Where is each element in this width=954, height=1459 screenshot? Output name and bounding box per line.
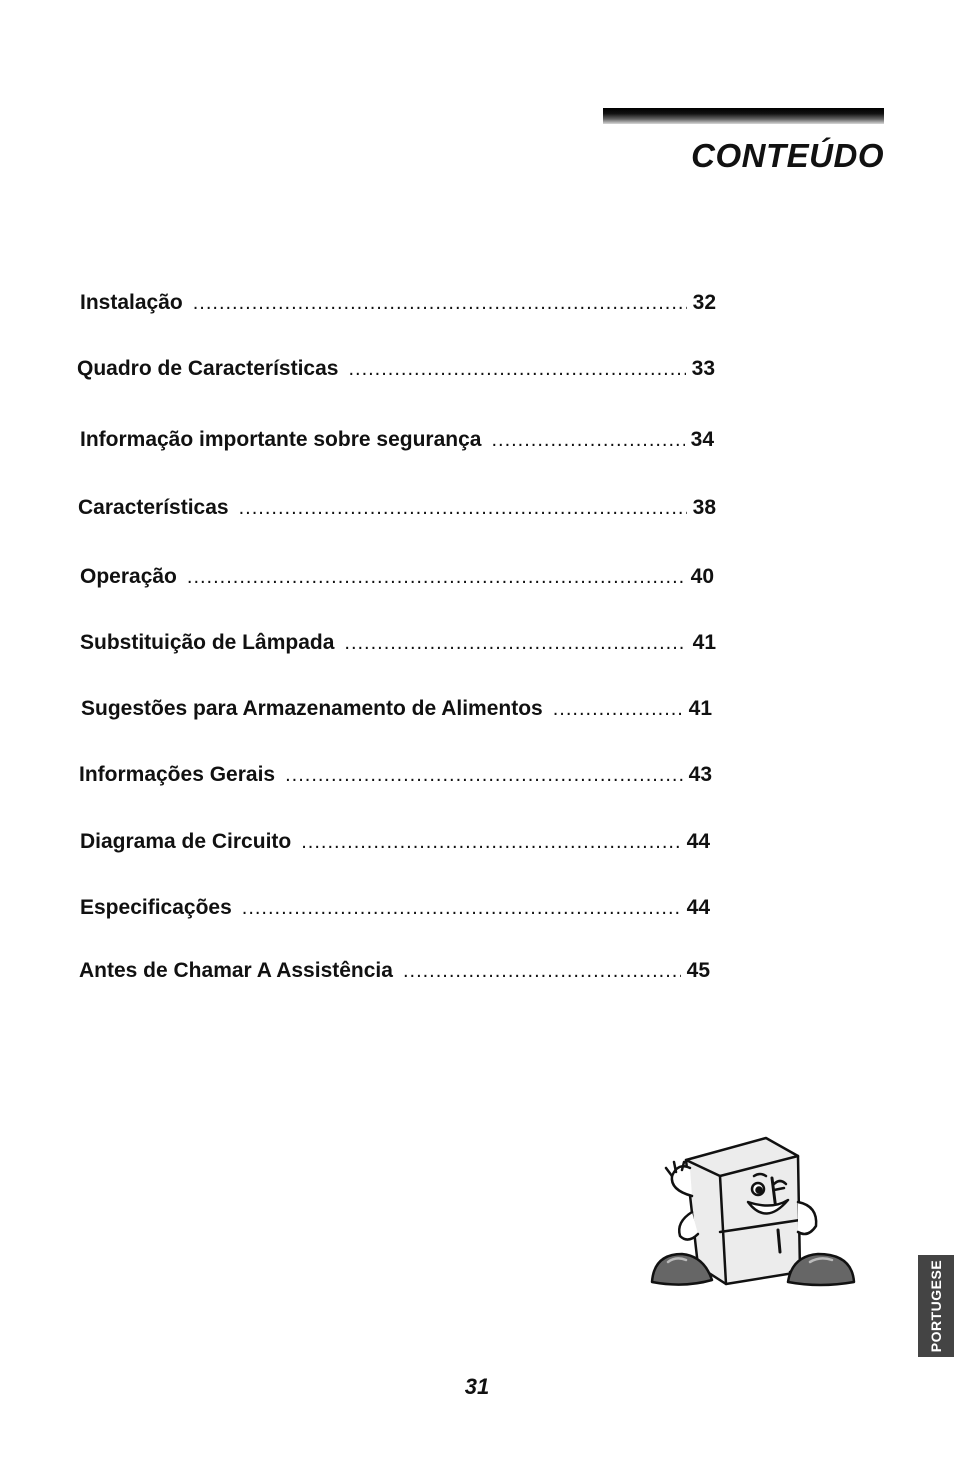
toc-entry-label: Características <box>78 496 229 519</box>
toc-entry-label: Informação importante sobre segurança <box>80 428 482 451</box>
toc-entry-label: Instalação <box>80 291 183 314</box>
toc-entry-instalacao[interactable] <box>80 291 716 321</box>
toc-entry-antes-assistencia[interactable] <box>79 959 710 989</box>
toc-leader-dots <box>491 429 684 452</box>
toc-entry-label: Substituição de Lâmpada <box>80 631 335 654</box>
toc-entry-page: 41 <box>688 697 712 720</box>
toc-leader-dots <box>301 831 680 854</box>
toc-entry-page: 32 <box>692 291 716 314</box>
header-bar <box>603 108 884 124</box>
toc-leader-dots <box>193 292 687 315</box>
toc-leader-dots <box>344 632 686 655</box>
language-tab-label: PORTUGESE <box>928 1259 944 1353</box>
toc-entry-page: 38 <box>692 496 716 519</box>
refrigerator-mascot-icon <box>648 1132 858 1290</box>
toc-entry-page: 40 <box>690 565 714 588</box>
toc-leader-dots <box>285 764 683 787</box>
toc-leader-dots <box>242 897 681 920</box>
toc-entry-page: 43 <box>688 763 712 786</box>
toc-leader-dots <box>239 497 687 520</box>
toc-entry-quadro-de-caracteristicas[interactable] <box>77 357 715 387</box>
page-title: CONTEÚDO <box>691 137 884 174</box>
toc-entry-page: 44 <box>686 830 710 853</box>
toc-entry-label: Diagrama de Circuito <box>80 830 292 853</box>
toc-entry-page: 44 <box>686 896 710 919</box>
toc-entry-especificacoes[interactable] <box>80 896 710 926</box>
toc-entry-label: Sugestões para Armazenamento de Alimentos <box>81 697 543 720</box>
toc-leader-dots <box>403 960 681 983</box>
toc-leader-dots <box>348 358 685 381</box>
toc-leader-dots <box>187 566 685 589</box>
toc-entry-label: Operação <box>80 565 177 588</box>
toc-entry-page: 41 <box>692 631 716 654</box>
toc-entry-page: 45 <box>686 959 710 982</box>
toc-entry-label: Informações Gerais <box>79 763 276 786</box>
toc-entry-label: Especificações <box>80 896 232 919</box>
toc-entry-caracteristicas[interactable] <box>78 496 716 526</box>
toc-entry-page: 33 <box>691 357 715 380</box>
toc-leader-dots <box>553 698 683 721</box>
toc-entry-informacao-seguranca[interactable] <box>80 428 714 458</box>
toc-entry-substituicao-lampada[interactable] <box>80 631 716 661</box>
toc-entry-diagrama-circuito[interactable] <box>80 830 710 860</box>
toc-entry-informacoes-gerais[interactable] <box>79 763 712 793</box>
toc-entry-label: Quadro de Características <box>77 357 339 380</box>
page-number: 31 <box>464 1374 490 1399</box>
language-tab <box>918 1255 954 1357</box>
toc-entry-operacao[interactable] <box>80 565 714 595</box>
toc-entry-label: Antes de Chamar A Assistência <box>79 959 393 982</box>
toc-entry-page: 34 <box>690 428 714 451</box>
toc-entry-sugestoes-armazenamento[interactable] <box>81 697 712 727</box>
